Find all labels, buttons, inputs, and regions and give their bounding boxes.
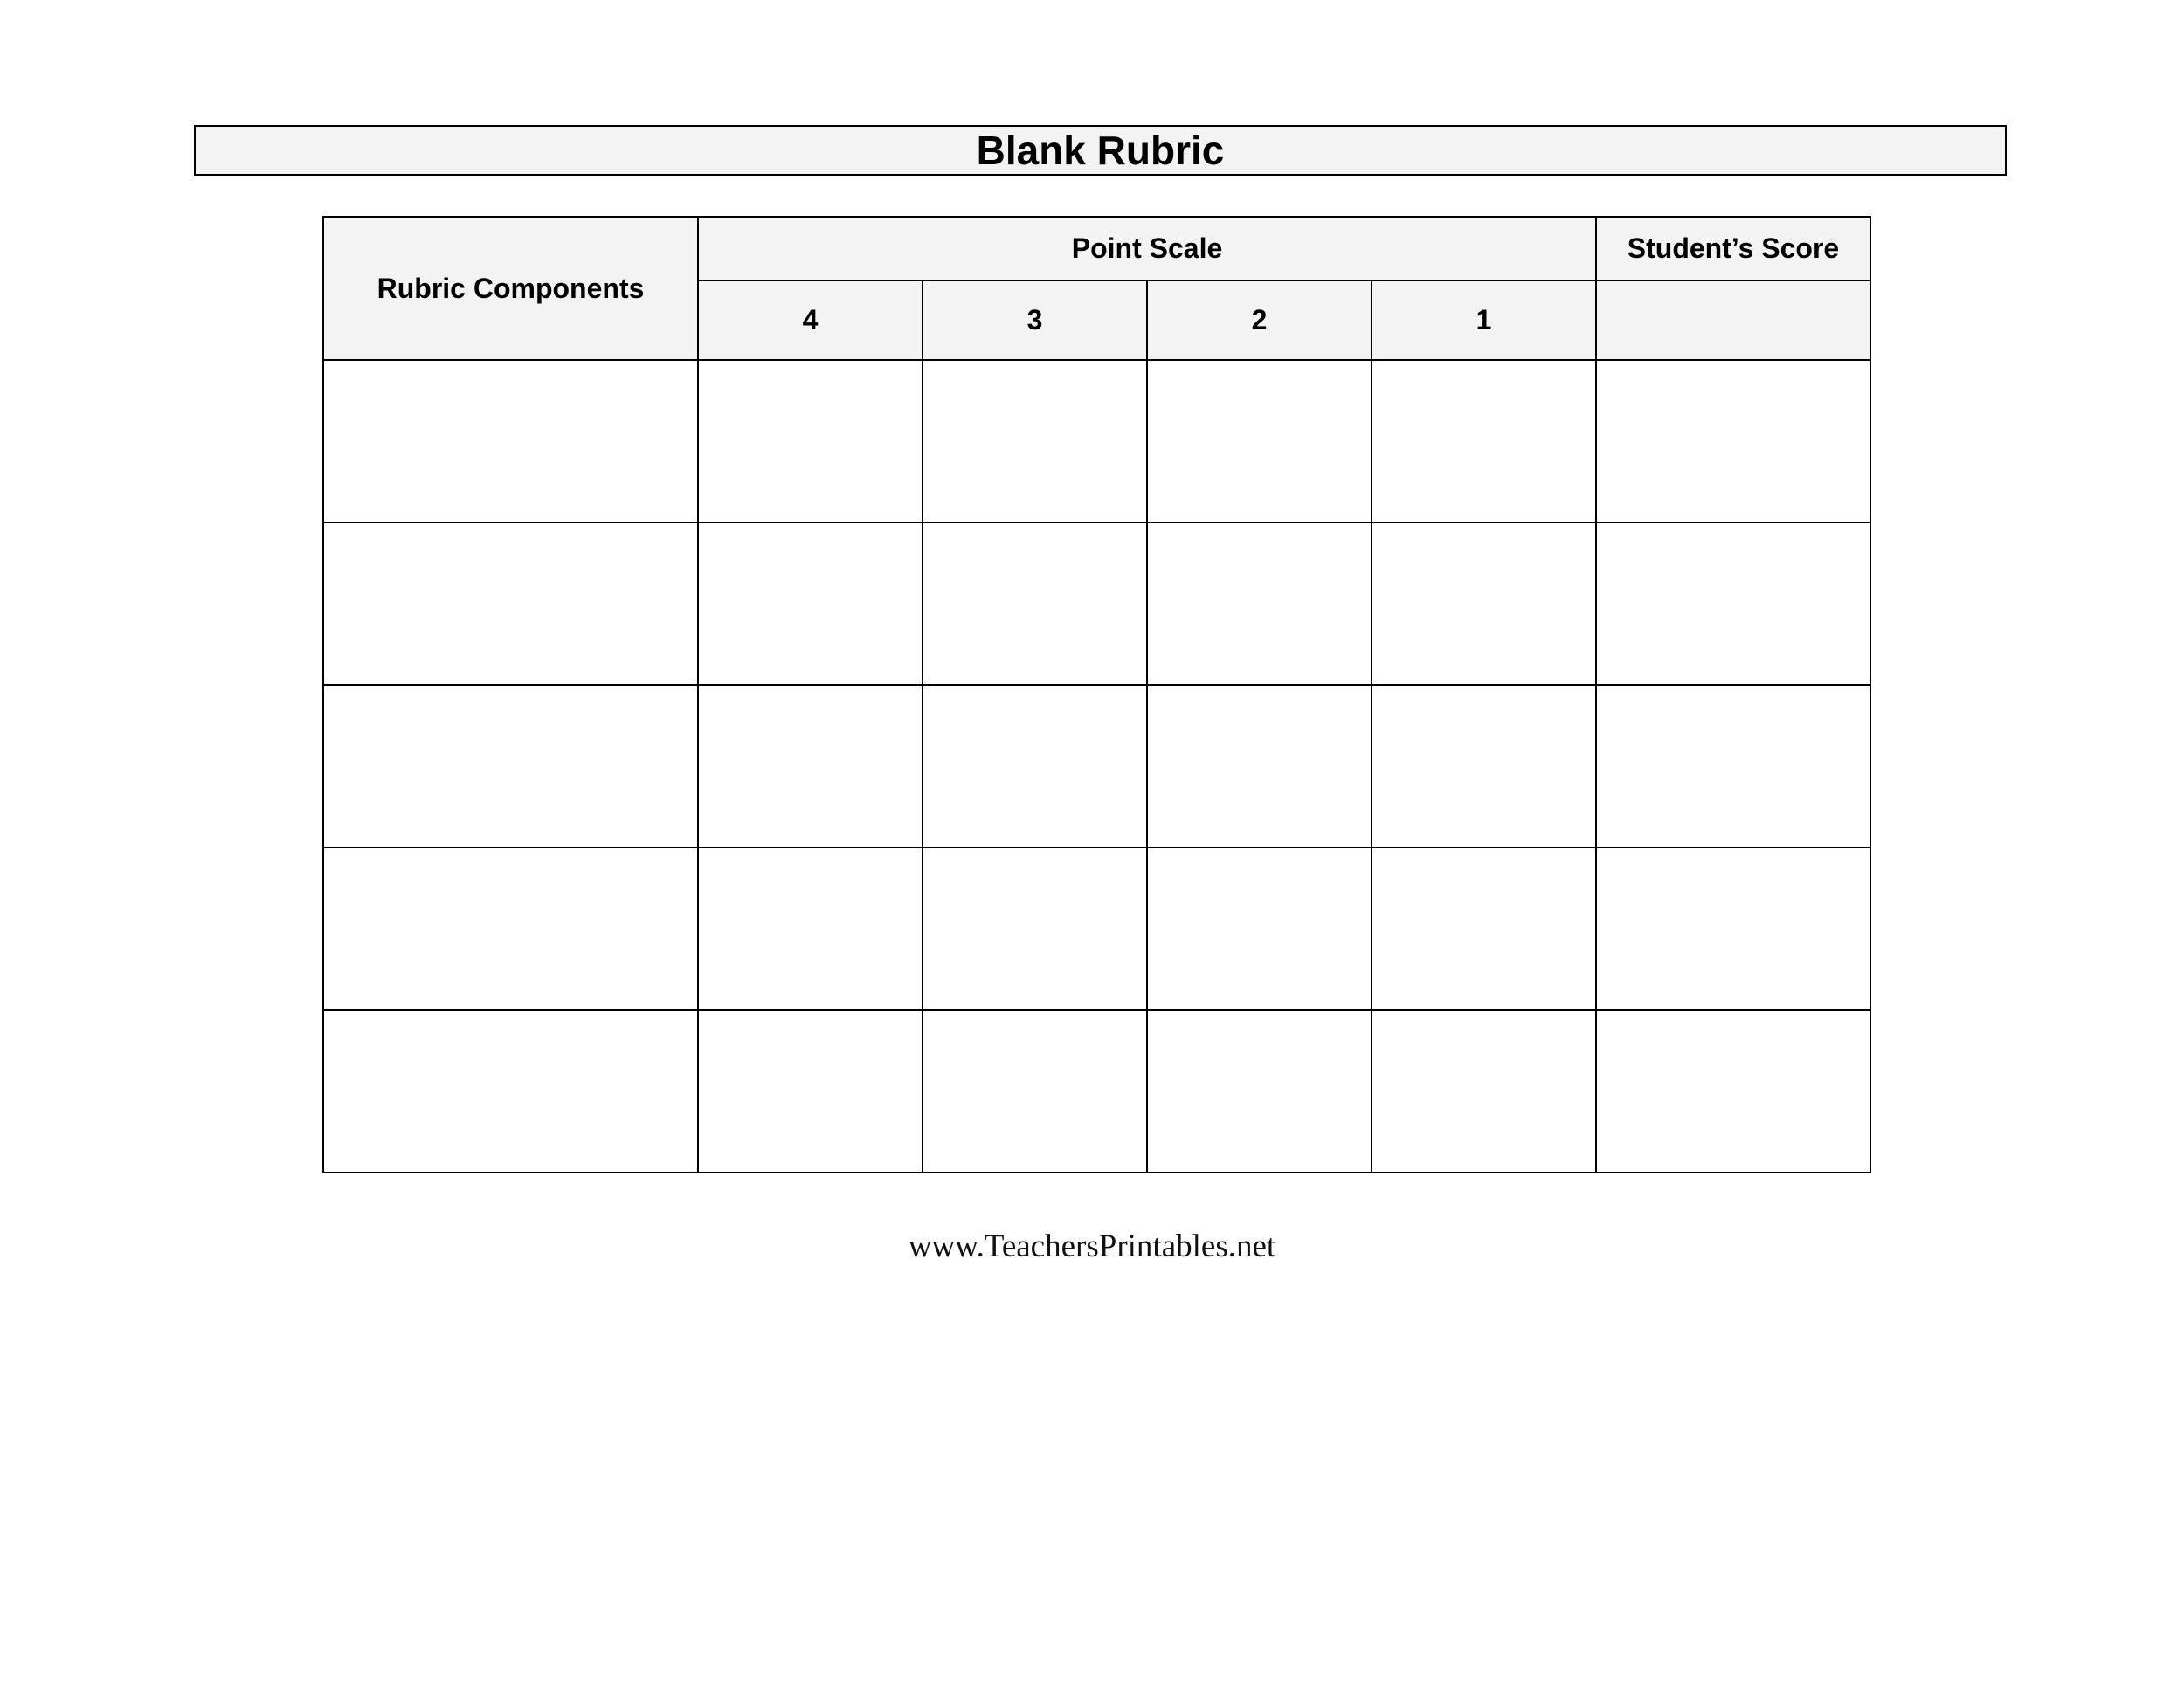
component-cell[interactable] [323,685,698,847]
score-cell[interactable] [1596,1010,1870,1173]
rubric-components-header: Rubric Components [323,217,698,360]
rubric-table [322,216,1871,1173]
point-1-cell[interactable] [1372,522,1596,685]
point-3-cell[interactable] [923,847,1147,1010]
point-4-header: 4 [698,280,923,360]
document-title: Blank Rubric [976,128,1225,173]
point-4-cell[interactable] [698,847,923,1010]
title-banner [194,125,2007,176]
point-1-header: 1 [1372,280,1596,360]
table-row [323,522,1870,685]
score-cell[interactable] [1596,360,1870,522]
point-1-cell[interactable] [1372,685,1596,847]
point-3-header: 3 [923,280,1147,360]
component-cell[interactable] [323,1010,698,1173]
table-row [323,360,1870,522]
score-subheader-blank [1596,280,1870,360]
table-row [323,685,1870,847]
table-row [323,1010,1870,1173]
point-1-cell[interactable] [1372,360,1596,522]
point-4-cell[interactable] [698,685,923,847]
score-cell[interactable] [1596,522,1870,685]
component-cell[interactable] [323,360,698,522]
point-2-header: 2 [1147,280,1372,360]
students-score-header: Student’s Score [1596,217,1870,280]
point-scale-header: Point Scale [698,217,1596,280]
header-row-top [323,217,1870,280]
component-cell[interactable] [323,522,698,685]
table-row [323,847,1870,1010]
point-4-cell[interactable] [698,1010,923,1173]
score-cell[interactable] [1596,685,1870,847]
point-1-cell[interactable] [1372,847,1596,1010]
point-2-cell[interactable] [1147,1010,1372,1173]
point-3-cell[interactable] [923,1010,1147,1173]
point-3-cell[interactable] [923,360,1147,522]
point-4-cell[interactable] [698,360,923,522]
point-2-cell[interactable] [1147,685,1372,847]
point-2-cell[interactable] [1147,522,1372,685]
component-cell[interactable] [323,847,698,1010]
point-3-cell[interactable] [923,522,1147,685]
point-4-cell[interactable] [698,522,923,685]
score-cell[interactable] [1596,847,1870,1010]
point-1-cell[interactable] [1372,1010,1596,1173]
point-3-cell[interactable] [923,685,1147,847]
point-2-cell[interactable] [1147,360,1372,522]
point-2-cell[interactable] [1147,847,1372,1010]
footer-website: www.TeachersPrintables.net [908,1228,1276,1264]
